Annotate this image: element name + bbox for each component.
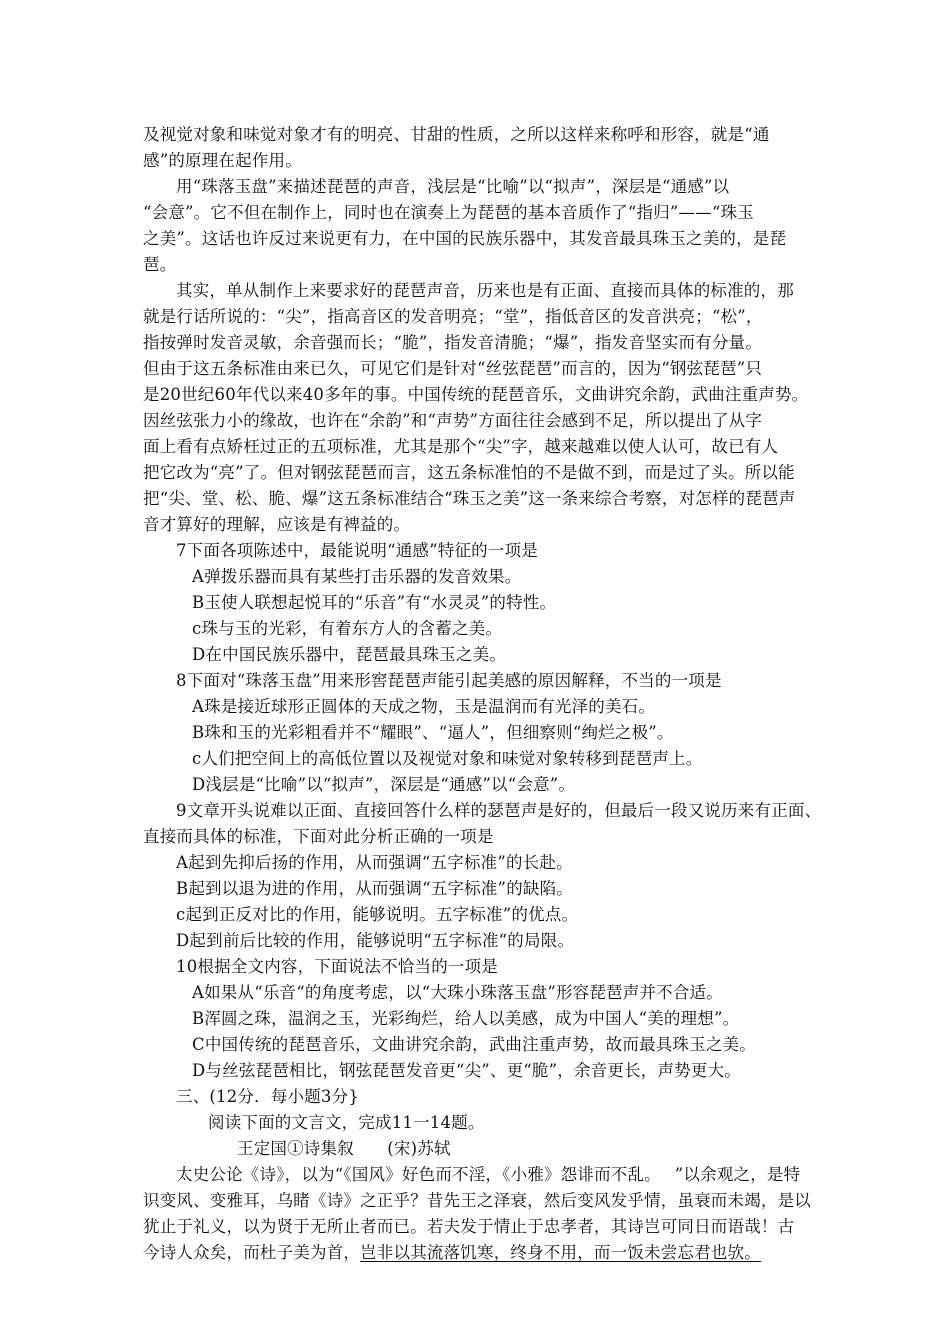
question-9-stem: 9文章开头说难以正面、直接回答什么样的瑟琶声是好的，但最后一段又说历来有正面、 bbox=[176, 801, 822, 820]
question-10-option-c: C中国传统的琵琶音乐，文曲讲究余韵，武曲注重声势，故而最具珠玉之美。 bbox=[192, 1035, 756, 1054]
question-9-option-a: A起到先抑后扬的作用，从而强调“五字标准”的长赴。 bbox=[176, 853, 573, 872]
underlined-sentence: 岂非以其流落饥寒，终身不用，而一饭未尝忘君也欤。 bbox=[360, 1243, 761, 1262]
question-7-option-b: B玉使人联想起悦耳的“乐音”有“水灵灵”的特性。 bbox=[192, 593, 557, 612]
passage-line: 指按弹时发音灵敏，余音强而长；“脆”，指发音清脆；“爆”，指发音坚实而有分量。 bbox=[143, 333, 763, 352]
passage-line: 音才算好的理解，应该是有裨益的。 bbox=[143, 515, 411, 534]
passage-line: 及视觉对象和味觉对象才有的明亮、甘甜的性质，之所以这样来称呼和形容，就是“通 bbox=[143, 125, 770, 144]
classical-text-title: 王定国①诗集叙 (宋)苏轼 bbox=[237, 1139, 451, 1158]
classical-text-line: 识变风、变雅耳，乌睹《诗》之正乎？昔先王之泽衰，然后变风发乎情，虽衰而未竭，是以 bbox=[143, 1191, 811, 1210]
classical-text-line: 犹止于礼义，以为贤于无所止者而已。若夫发于情止于忠孝者，其诗岂可同日而语哉！古 bbox=[143, 1217, 795, 1236]
passage-line: 就是行话所说的：“尖”，指高音区的发音明亮；“堂”，指低音区的发音洪亮；“松”， bbox=[143, 307, 763, 326]
question-10-option-a: A如果从“乐音“的角度考虑，以“大珠小珠落玉盘”形容琵琶声并不合适。 bbox=[192, 983, 723, 1002]
passage-line: 面上看有点矫枉过正的五项标准，尤其是那个“尖”字，越来越难以使人认可，故已有人 bbox=[143, 437, 779, 456]
question-8-option-d: D浅层是“比喻”以“拟声”，深层是“通感”以“会意”。 bbox=[192, 775, 576, 794]
passage-line: 但由于这五条标准由来已久，可见它们是针对“丝弦琵琶”而言的，因为“钢弦琵琶”只 bbox=[143, 359, 763, 378]
classical-text-last-line bbox=[143, 1243, 761, 1263]
question-8-option-b: B珠和玉的光彩粗看并不“耀眼”、“逼人”，但细察则“绚烂之极”。 bbox=[192, 723, 674, 742]
question-8-option-a: A珠是接近球形正圆体的天成之物，玉是温润而有光泽的美石。 bbox=[192, 697, 656, 716]
question-7-option-d: D在中国民族乐器中，琵琶最具珠玉之美。 bbox=[192, 645, 507, 664]
question-9-option-c: c起到正反对比的作用，能够说明。五字标准”的优点。 bbox=[176, 905, 579, 924]
section-3-heading: 三、(12分．每小题3分} bbox=[176, 1087, 360, 1106]
passage-line: 之美”。这话也许反过来说更有力，在中国的民族乐器中，其发音最具珠玉之美的，是琵 bbox=[143, 229, 787, 248]
question-10-option-d: D与丝弦琵琶相比，钢弦琵琶发音更“尖”、更“脆”，余音更长，声势更大。 bbox=[192, 1061, 741, 1080]
classical-text-line: 太史公论《诗》，以为“《国风》好色而不淫，《小雅》怨诽而不乱。 ”以余观之，是特 bbox=[176, 1165, 801, 1184]
question-7-option-a: A弹拨乐器而具有某些打击乐器的发音效果。 bbox=[192, 567, 522, 586]
question-10-option-b: B浑圆之珠，温润之玉，光彩绚烂，给人以美感，成为中国人“美的理想”。 bbox=[192, 1009, 740, 1028]
question-8-stem: 8下面对“珠落玉盘”用来形窖琵琶声能引起美感的原因解释，不当的一项是 bbox=[176, 671, 722, 690]
classical-text-plain: 今诗人众矣，而杜子美为首， bbox=[143, 1243, 361, 1262]
question-10-stem: 10根据全文内容，下面说法不恰当的一项是 bbox=[176, 957, 498, 976]
passage-line: 因丝弦张力小的缘故，也许在“余韵”和“声势”方面往往会感到不足，所以提出了从字 bbox=[143, 411, 763, 430]
question-8-option-c: c人们把空间上的高低位置以及视觉对象和味觉对象转移到琵琶声上。 bbox=[192, 749, 703, 768]
passage-line: “会意”。它不但在制作上，同时也在演奏上为琵琶的基本音质作了“指归”——“珠玉 bbox=[143, 203, 754, 222]
passage-line: 用“珠落玉盘”来描述琵琶的声音，浅层是“比喻”以“拟声”，深层是“通感”以 bbox=[176, 177, 730, 196]
passage-line: 是20世纪60年代以来40多年的事。中国传统的琵琶音乐，文曲讲究余韵，武曲注重声势。 bbox=[143, 385, 809, 404]
passage-line: 其实，单从制作上来要求好的琵琶声音，历来也是有正面、直接而具体的标准的，那 bbox=[176, 281, 794, 300]
section-3-instruction: 阅读下面的文言文，完成11一14题。 bbox=[208, 1113, 485, 1132]
passage-line: 感”的原理在起作用。 bbox=[143, 151, 302, 170]
question-7-option-c: c珠与玉的光彩，有着东方人的含蓄之美。 bbox=[192, 619, 503, 638]
question-9-option-b: B起到以退为进的作用，从而强调“五字标准”的缺陷。 bbox=[176, 879, 573, 898]
passage-line: 把它改为“亮”了。但对钢弦琵琶而言，这五条标准怕的不是做不到，而是过了头。所以能 bbox=[143, 463, 795, 482]
passage-line: 琶。 bbox=[143, 255, 177, 274]
question-9-option-d: D起到前后比较的作用，能够说明“五字标准“的局限。 bbox=[176, 931, 575, 950]
passage-line: 把“尖、堂、松、脆、爆”这五条标准结合“珠玉之美”这一条来综合考察，对怎样的琵琶声 bbox=[143, 489, 796, 508]
question-9-stem-cont: 直接而具体的标准，下面对此分析正确的一项是 bbox=[143, 827, 494, 846]
question-7-stem: 7下面各项陈述中，最能说明“通感”特征的一项是 bbox=[176, 541, 538, 560]
